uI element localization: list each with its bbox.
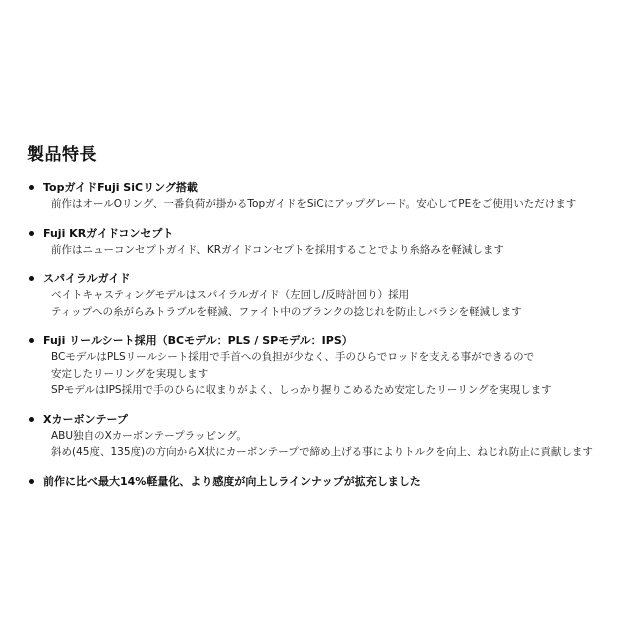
feature-list — [29, 180, 629, 503]
feature-item — [29, 474, 629, 490]
feature-description: 斜め(45度、135度)の方向からX状にカーボンテープで締め上げる事によりトルクを向上、ねじれ防止に貢献します — [51, 446, 593, 458]
feature-heading: TopガイドFuji SiCリング搭載 — [43, 181, 198, 194]
feature-heading: スパイラルガイド — [43, 272, 131, 285]
bullet-icon — [29, 231, 34, 236]
feature-item — [29, 271, 629, 320]
feature-heading: Fuji KRガイドコンセプト — [43, 226, 174, 240]
feature-description: BCモデルはPLSリールシート採用で手首への負担が少なく、手のひらでロッドを支える事ができるので — [51, 351, 535, 363]
bullet-icon — [29, 276, 34, 281]
bullet-icon — [29, 417, 34, 422]
bullet-icon — [29, 185, 34, 190]
feature-item — [29, 226, 629, 259]
bullet-icon — [29, 338, 34, 343]
feature-item — [29, 412, 629, 461]
feature-heading: Xカーボンテープ — [43, 412, 128, 426]
feature-item — [29, 333, 629, 399]
feature-description: 前作はニューコンセプトガイド、KRガイドコンセプトを採用することでより糸絡みを軽減します — [51, 243, 504, 256]
feature-item — [29, 180, 629, 213]
feature-description: 安定したリーリングを実現します — [51, 367, 209, 380]
feature-description: ABU独自のXカーボンテープラッピング。 — [51, 429, 247, 442]
feature-heading: Fuji リールシート採用（BCモデル：PLS / SPモデル：IPS） — [43, 334, 353, 347]
feature-description: ティップへの糸がらみトラブルを軽減、ファイト中のブランクの捻じれを防止しバラシを軽減します — [51, 305, 522, 318]
bullet-icon — [29, 479, 34, 484]
feature-description: ベイトキャスティングモデルはスパイラルガイド（左回し/反時計回り）採用 — [51, 289, 410, 301]
feature-description: 前作はオールOリング、一番負荷が掛かるTopガイドをSiCにアップグレード。安心してPEをご使用いただけます — [51, 198, 577, 210]
section-title: 製品特長 — [27, 145, 97, 165]
feature-description: SPモデルはIPS採用で手のひらに収まりがよく、しっかり握りこめるため安定したリーリングを実現します — [51, 384, 552, 396]
feature-heading: 前作に比べ最大14%軽量化、より感度が向上しラインナップが拡充しました — [43, 474, 421, 488]
